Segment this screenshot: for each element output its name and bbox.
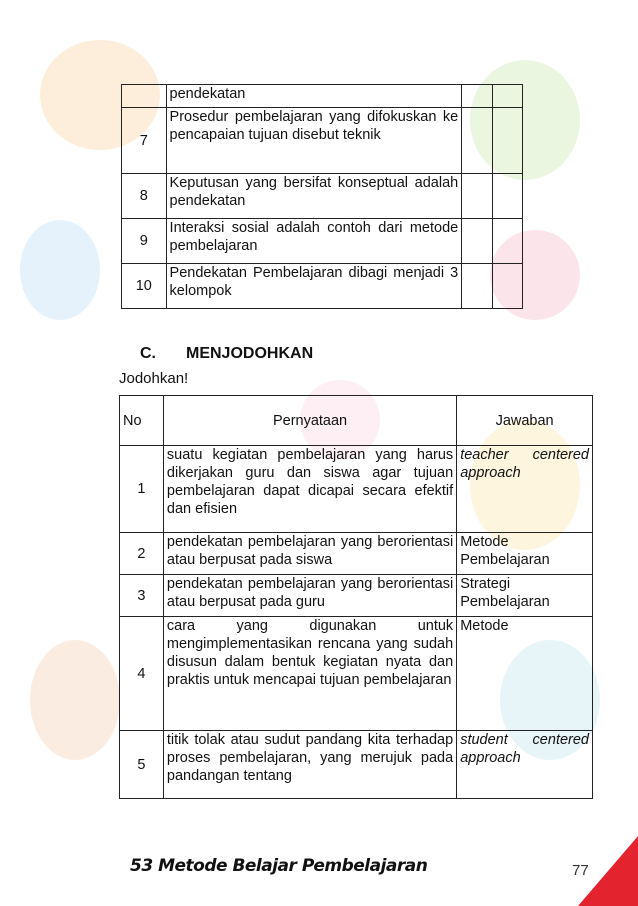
header-no: No (120, 396, 164, 446)
statement-cell: suatu kegiatan pembelajaran yang harus dikerjakan guru dan siswa agar tujuan pembelajaran dapat dicapai secara efektif dan efisien (163, 446, 456, 533)
table-row (122, 108, 523, 174)
matching-table (119, 395, 593, 799)
true-false-table (121, 84, 523, 309)
statement-cell: Prosedur pembelajaran yang difokuskan ke pencapaian tujuan disebut teknik (166, 108, 462, 174)
row-number: 7 (122, 108, 167, 174)
statement-cell: pendekatan pembelajaran yang berorientasi atau berpusat pada siswa (163, 533, 456, 575)
answer-box-true[interactable] (462, 85, 492, 108)
statement-cell: Keputusan yang bersifat konseptual adalah pendekatan (166, 174, 462, 219)
section-heading (140, 345, 313, 363)
statement-cell: pendekatan pembelajaran yang berorientasi atau berpusat pada guru (163, 575, 456, 617)
answer-cell: teacher centered approach (457, 446, 593, 533)
header-statement: Pernyataan (163, 396, 456, 446)
table-row (122, 174, 523, 219)
row-number: 10 (122, 264, 167, 309)
section-title: MENJODOHKAN (186, 345, 314, 362)
row-number: 3 (120, 575, 164, 617)
table-header-row (120, 396, 593, 446)
table-row (120, 446, 593, 533)
statement-cell: titik tolak atau sudut pandang kita terhadap proses pembelajaran, yang merujuk pada pandangan tentang (163, 731, 456, 799)
answer-box-true[interactable] (462, 174, 492, 219)
answer-box-false[interactable] (492, 264, 522, 309)
statement-cell: pendekatan (166, 85, 462, 108)
row-number: 1 (120, 446, 164, 533)
table-row (122, 85, 523, 108)
table-row (120, 533, 593, 575)
row-number (122, 85, 167, 108)
statement-cell: Pendekatan Pembelajaran dibagi menjadi 3 kelompok (166, 264, 462, 309)
background-illustration (20, 220, 100, 320)
answer-box-false[interactable] (492, 85, 522, 108)
row-number: 4 (120, 617, 164, 731)
table-row (122, 219, 523, 264)
section-letter: C. (140, 345, 156, 362)
row-number: 5 (120, 731, 164, 799)
statement-cell: cara yang digunakan untuk mengimplementasikan rencana yang sudah disusun dalam bentuk kegiatan nyata dan praktis untuk mencapai tujuan pembelajaran (163, 617, 456, 731)
answer-box-true[interactable] (462, 264, 492, 309)
row-number: 8 (122, 174, 167, 219)
row-number: 9 (122, 219, 167, 264)
table-row (120, 731, 593, 799)
header-answer: Jawaban (457, 396, 593, 446)
table-row (120, 575, 593, 617)
answer-box-false[interactable] (492, 219, 522, 264)
page-number: 77 (572, 862, 589, 879)
answer-cell: Metode (457, 617, 593, 731)
row-number: 2 (120, 533, 164, 575)
answer-box-true[interactable] (462, 108, 492, 174)
corner-accent (578, 836, 638, 906)
answer-cell: Strategi Pembelajaran (457, 575, 593, 617)
book-title: 53 Metode Belajar Pembelajaran (130, 856, 428, 876)
table-row (120, 617, 593, 731)
answer-cell: student centered approach (457, 731, 593, 799)
instruction-text: Jodohkan! (119, 370, 189, 387)
answer-box-false[interactable] (492, 108, 522, 174)
background-illustration (30, 640, 120, 760)
answer-box-false[interactable] (492, 174, 522, 219)
answer-cell: Metode Pembelajaran (457, 533, 593, 575)
answer-box-true[interactable] (462, 219, 492, 264)
table-row (122, 264, 523, 309)
statement-cell: Interaksi sosial adalah contoh dari metode pembelajaran (166, 219, 462, 264)
